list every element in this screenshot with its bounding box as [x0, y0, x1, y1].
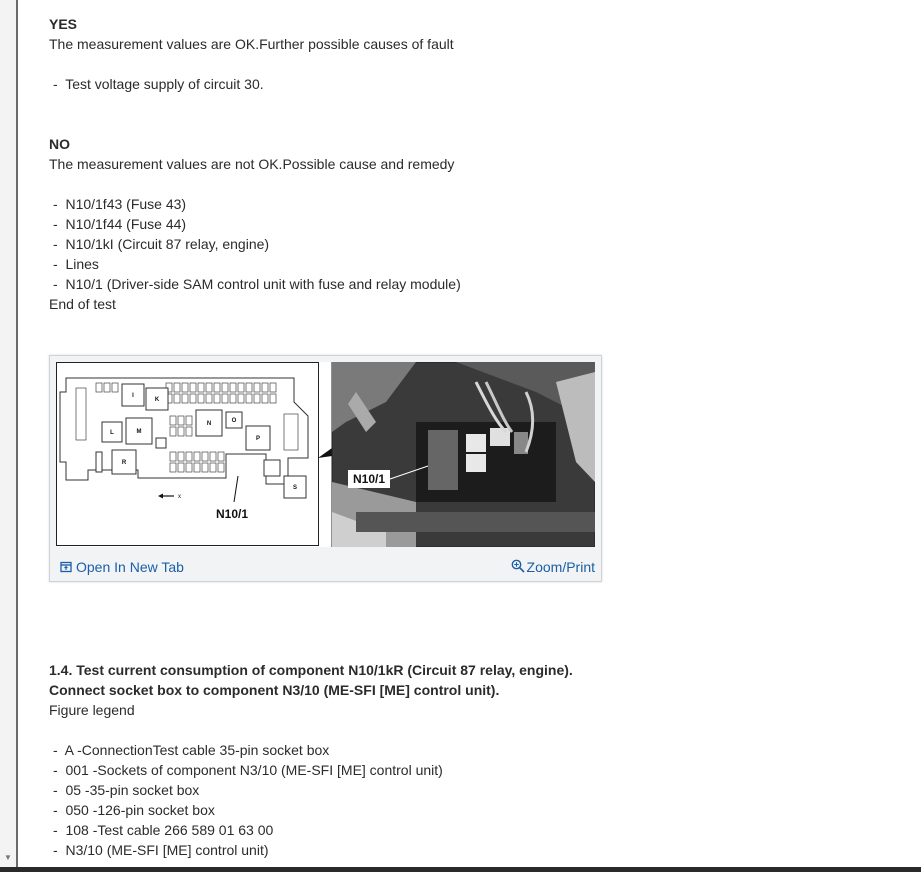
arrow-label: x: [178, 494, 181, 500]
fuse-box-illustration: [56, 362, 595, 547]
photo-label: N10/1: [352, 472, 386, 486]
no-heading: NO: [49, 136, 70, 152]
list-item: - Lines: [53, 256, 99, 272]
step-section: [49, 660, 909, 860]
relay-letter: S: [292, 485, 298, 491]
figure-panel: [49, 355, 602, 582]
list-item: - 050 -126-pin socket box: [53, 802, 215, 818]
relay-letter: P: [255, 436, 261, 442]
zoom-print-link[interactable]: Zoom/Print: [511, 559, 595, 575]
list-item: - N10/1 (Driver-side SAM control unit with fuse and relay module): [53, 276, 461, 292]
diagram-label: N10/1: [215, 507, 249, 521]
figure-image[interactable]: [56, 362, 595, 547]
yes-heading: YES: [49, 16, 78, 32]
step-title-line1: 1.4. Test current consumption of component N10/1kR (Circuit 87 relay, engine).: [49, 662, 573, 678]
relay-letter: M: [136, 429, 142, 435]
relay-letter: L: [110, 430, 114, 436]
left-scroll-rail[interactable]: [0, 0, 18, 872]
list-item: - Test voltage supply of circuit 30.: [53, 76, 264, 92]
list-item: - A -ConnectionTest cable 35-pin socket box: [53, 742, 330, 758]
open-in-new-tab-link[interactable]: Open In New Tab: [60, 559, 184, 575]
list-item: - 05 -35-pin socket box: [53, 782, 200, 798]
list-item: - 001 -Sockets of component N3/10 (ME-SFI [ME] control unit): [53, 762, 443, 778]
relay-letter: O: [231, 418, 237, 424]
figure-legend-heading: Figure legend: [49, 702, 135, 718]
relay-letter: N: [206, 421, 212, 427]
list-item: - 108 -Test cable 266 589 01 63 00: [53, 822, 274, 838]
list-item: - N10/1f43 (Fuse 43): [53, 196, 187, 212]
new-tab-icon: [60, 561, 72, 573]
list-item: - N10/1kI (Circuit 87 relay, engine): [53, 236, 270, 252]
no-text: The measurement values are not OK.Possible cause and remedy: [49, 156, 455, 172]
end-of-test: End of test: [49, 296, 116, 312]
relay-letter: K: [154, 397, 160, 403]
list-item: - N10/1f44 (Fuse 44): [53, 216, 187, 232]
bottom-edge-bar: [0, 867, 921, 872]
zoom-icon: [511, 559, 525, 573]
yes-text: The measurement values are OK.Further possible causes of fault: [49, 36, 454, 52]
document-content: [49, 14, 909, 314]
figure-footer: [50, 551, 601, 581]
relay-letter: I: [132, 393, 134, 399]
step-title-line2: Connect socket box to component N3/10 (ME-SFI [ME] control unit).: [49, 682, 500, 698]
list-item: - N3/10 (ME-SFI [ME] control unit): [53, 842, 269, 858]
relay-letter: R: [121, 460, 127, 466]
scroll-down-icon[interactable]: ▼: [4, 853, 12, 862]
